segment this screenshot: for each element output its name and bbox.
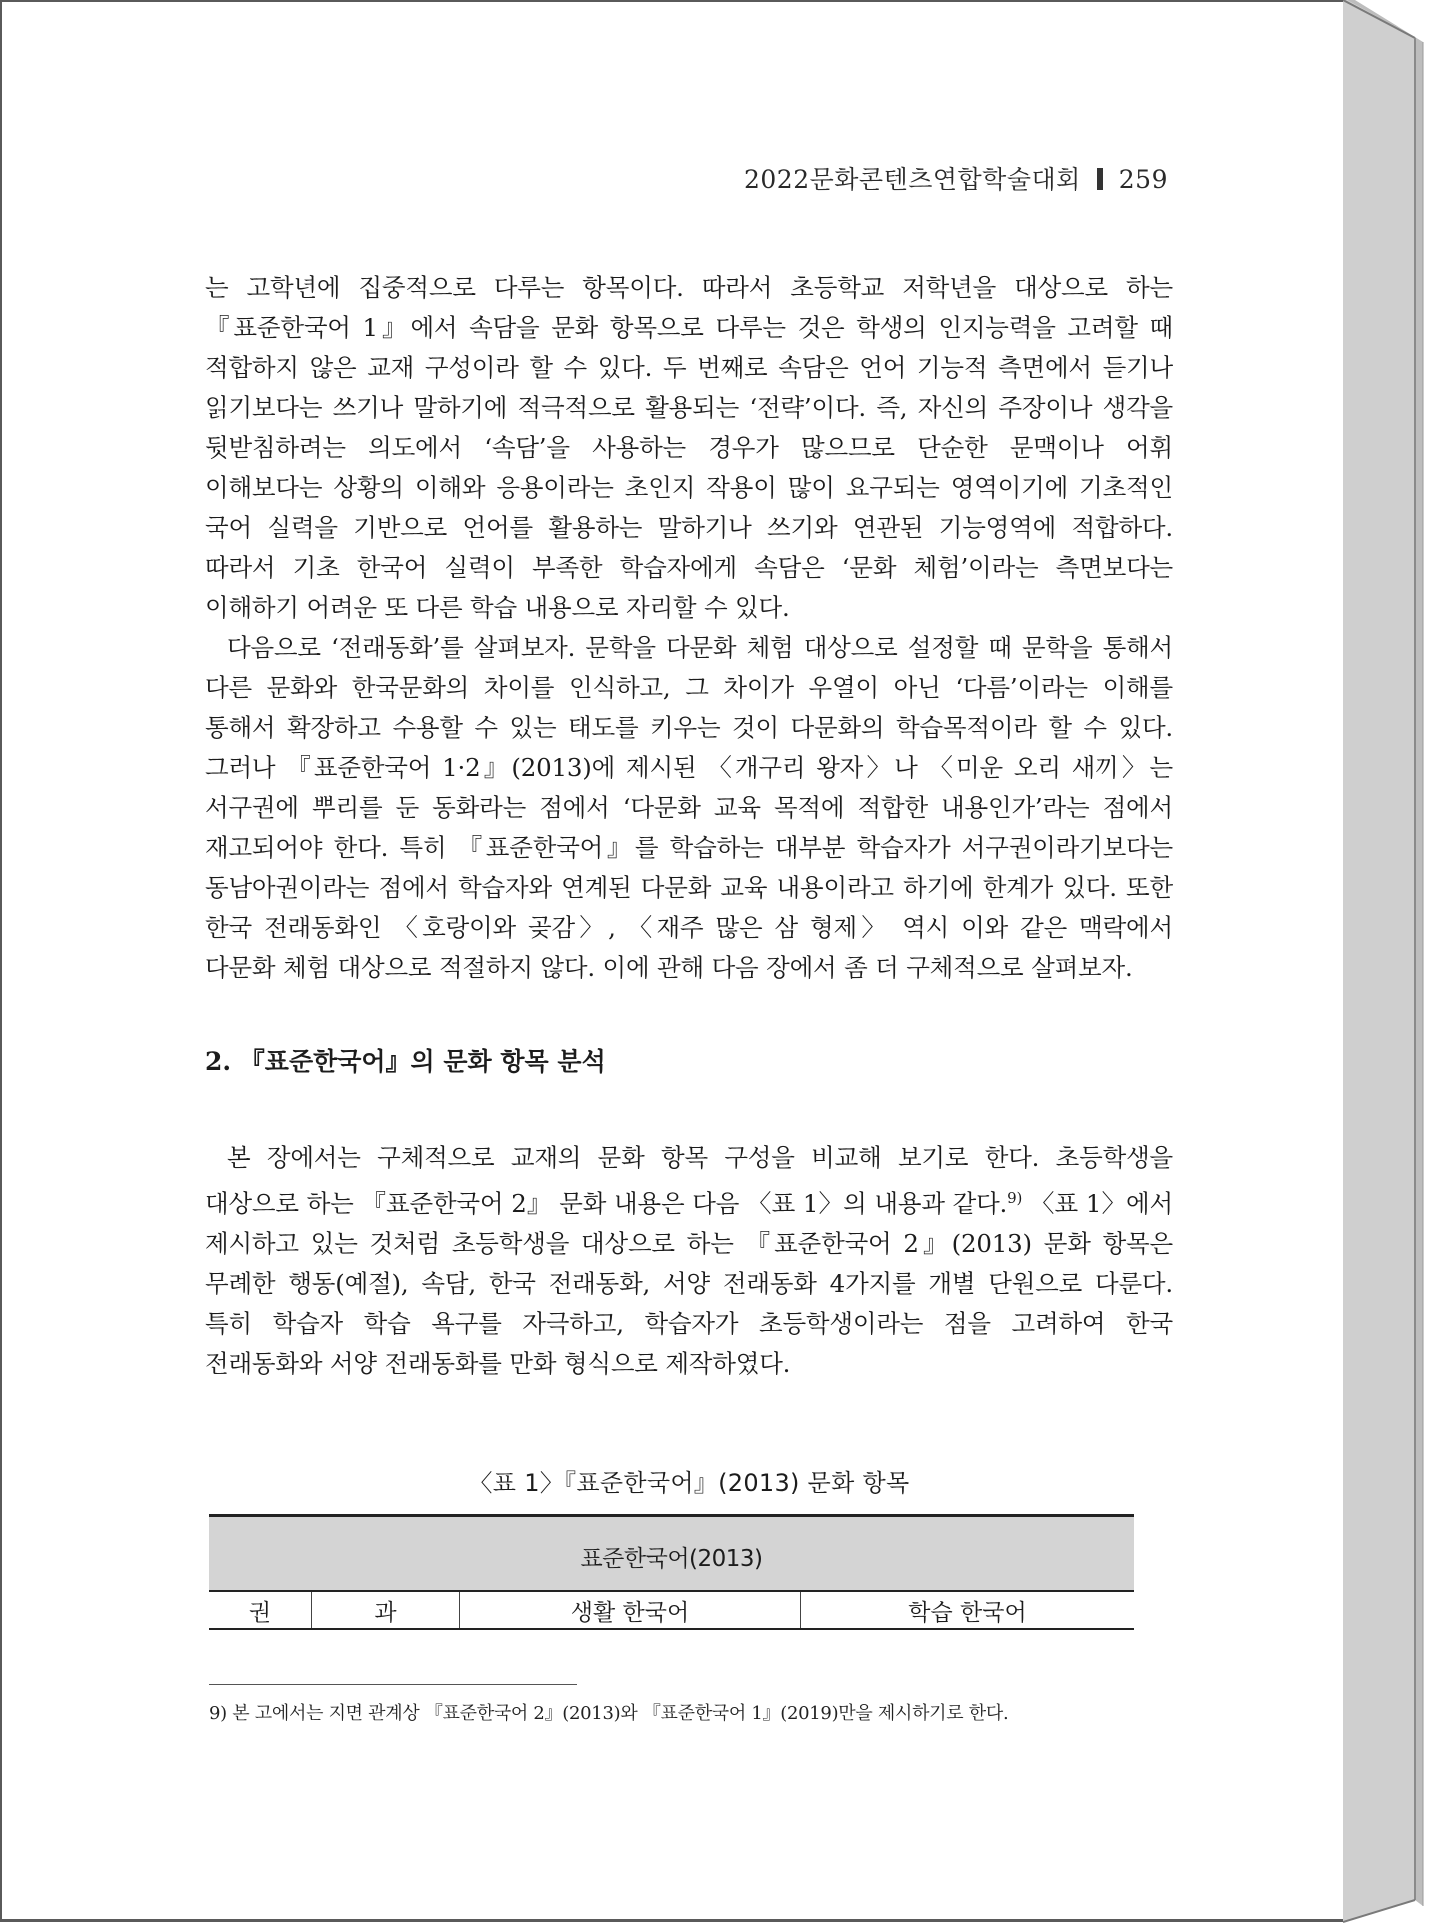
paragraph-2: 다음으로 ‘전래동화’를 살펴보자. 문학을 다문화 체험 대상으로 설정할 때 문학을 통해서 다른 문화와 한국문화의 차이를 인식하고, 그 차이가 우열이 아닌 ‘다름’이라는 이해를 통해서 확장하고 수용할 수 있는 태도를 키우는 것이 다문화의 학습목적이라 할 수 있다. 그러나 『표준한국어 1·2』(2013)에 제시된 〈개구리 왕자〉나 〈미운 오리 새끼〉는 서구권에 뿌리를 둔 동화라는 점에서 ‘다문화 교육 목적에 적합한 내용인가’라는 점에서 재고되어야 한다. 특히 『표준한국어』를 학습하는 대부분 학습자가 서구권이라기보다는 동남아권이라는 점에서 학습자와 연계된 다문화 교육 내용이라고 하기에 한계가 있다. 또한 한국 전래동화인 〈호랑이와 곶감〉, 〈재주 많은 삼 형제〉 역시 이와 같은 맥락에서 다문화 체험 대상으로 적절하지 않다. 이에 관해 다음 장에서 좀 더 구체적으로 살펴보자.	[205, 633, 1173, 982]
column-lesson: 과	[312, 1591, 460, 1629]
column-life-korean: 생활 한국어	[460, 1591, 801, 1629]
column-study-korean: 학습 한국어	[801, 1591, 1135, 1629]
running-header	[744, 160, 1168, 196]
paragraph-3-part-1: 본 장에서는 구체적으로 교재의 문화 항목 구성을 비교해 보기로 한다. 초등학생을 대상으로 하는 『표준한국어 2』 문화 내용은 다음 〈표 1〉의 내용과 같다.	[205, 1143, 1173, 1219]
journal-title: 2022문화콘텐츠연합학술대회	[744, 165, 1081, 194]
footnote-ref: 9)	[1007, 1189, 1023, 1207]
column-volume: 권	[209, 1591, 312, 1629]
page-number: 259	[1118, 165, 1168, 194]
paragraph-1: 는 고학년에 집중적으로 다루는 항목이다. 따라서 초등학교 저학년을 대상으로 하는 『표준한국어 1』에서 속담을 문화 항목으로 다루는 것은 학생의 인지능력을 고려할 때 적합하지 않은 교재 구성이라 할 수 있다. 두 번째로 속담은 언어 기능적 측면에서 듣기나 읽기보다는 쓰기나 말하기에 적극적으로 활용되는 ‘전략’이다. 즉, 자신의 주장이나 생각을 뒷받침하려는 의도에서 ‘속담’을 사용하는 경우가 많으므로 단순한 문맥이나 어휘 이해보다는 상황의 이해와 응용이라는 초인지 작용이 많이 요구되는 영역이기에 기초적인 국어 실력을 기반으로 언어를 활용하는 말하기나 쓰기와 연관된 기능영역에 적합하다. 따라서 기초 한국어 실력이 부족한 학습자에게 속담은 ‘문화 체험’이라는 측면보다는 이해하기 어려운 또 다른 학습 내용으로 자리할 수 있다.	[205, 273, 1173, 622]
paragraph-3	[205, 1138, 1173, 1384]
table-caption: 〈표 1〉『표준한국어』(2013) 문화 항목	[468, 1469, 910, 1497]
table-header-row	[209, 1516, 1134, 1592]
body-content	[205, 268, 1173, 1384]
section-heading: 2. 『표준한국어』의 문화 항목 분석	[205, 1047, 606, 1076]
paragraph-3-part-2: 〈표 1〉에서 제시하고 있는 것처럼 초등학생을 대상으로 하는 『표준한국어 2』(2013) 문화 항목은 무례한 행동(예절), 속담, 한국 전래동화, 서양 전래동화 4가지를 개별 단원으로 다룬다. 특히 학습자 학습 욕구를 자극하고, 학습자가 초등학생이라는 점을 고려하여 한국 전래동화와 서양 전래동화를 만화 형식으로 제작하였다.	[205, 1189, 1173, 1379]
culture-items-table	[209, 1514, 1134, 1630]
footnote: 9) 본 고에서는 지면 관계상 『표준한국어 2』(2013)와 『표준한국어 1』(2019)만을 제시하기로 한다.	[209, 1703, 1009, 1724]
table-main-header: 표준한국어(2013)	[209, 1516, 1134, 1592]
page-stack-edge	[1343, 0, 1439, 1926]
table-column-row	[209, 1591, 1134, 1629]
header-separator	[1097, 168, 1103, 190]
footnote-divider	[209, 1684, 577, 1685]
